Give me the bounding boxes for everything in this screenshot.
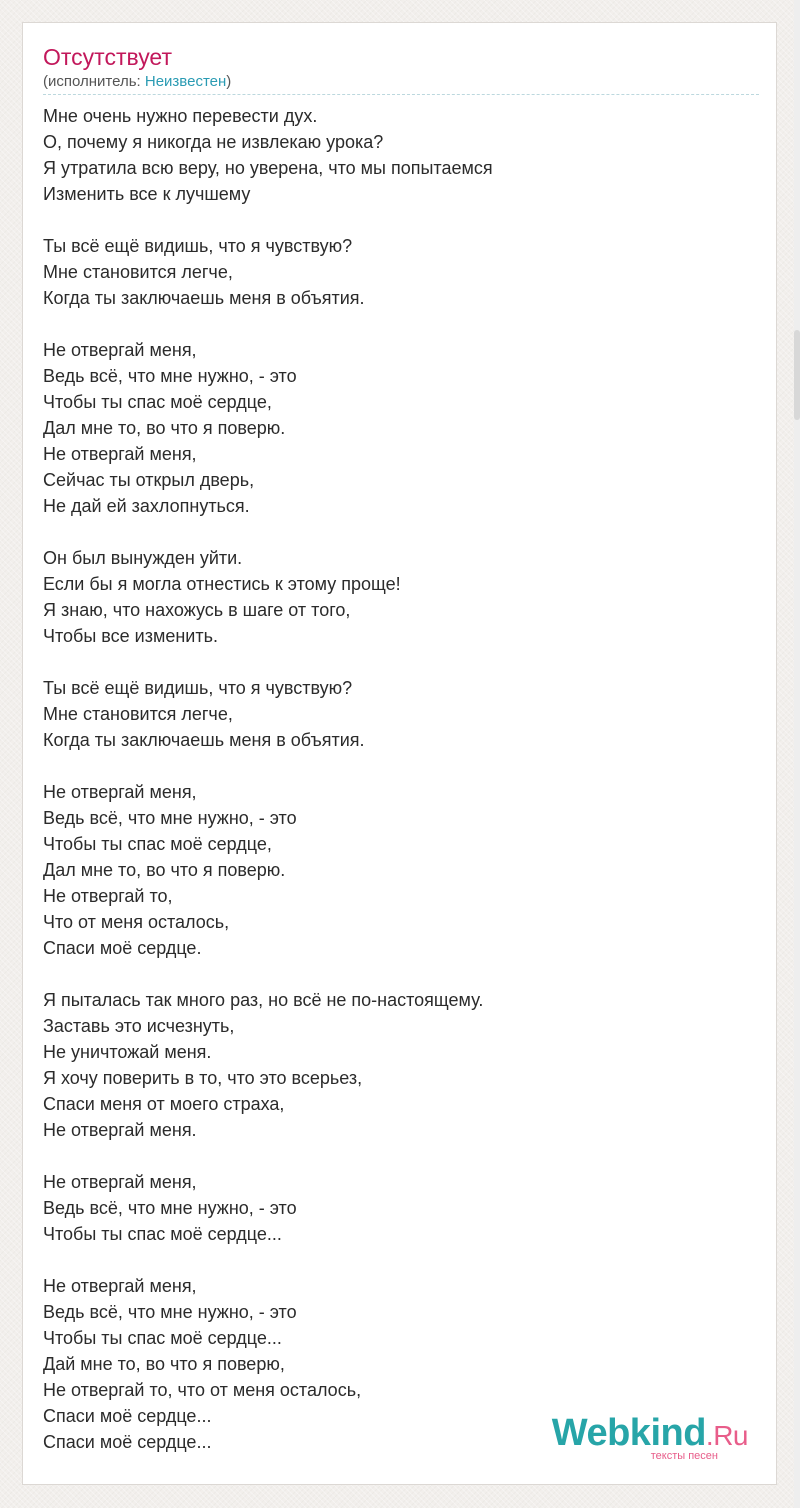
lyric-line: Что от меня осталось, (43, 912, 230, 932)
lyric-line: Я пыталась так много раз, но всё не по-настоящему. (43, 990, 484, 1010)
logo-wordmark (552, 1414, 748, 1455)
lyrics-card (22, 22, 777, 1485)
lyric-line: О, почему я никогда не извлекаю урока? (43, 132, 384, 152)
lyric-line: Не отвергай меня, (43, 1172, 197, 1192)
lyric-line (43, 1247, 759, 1273)
lyric-line: Чтобы ты спас моё сердце, (43, 834, 272, 854)
scrollbar-thumb[interactable] (794, 330, 800, 420)
lyric-line: Дай мне то, во что я поверю, (43, 1354, 285, 1374)
lyric-line: Не уничтожай меня. (43, 1042, 212, 1062)
lyric-line: Спаси меня от моего страха, (43, 1094, 285, 1114)
song-title: Отсутствует (43, 44, 172, 70)
lyric-line: Чтобы ты спас моё сердце... (43, 1224, 282, 1244)
lyric-line: Не дай ей захлопнуться. (43, 496, 250, 516)
lyric-line: Ведь всё, что мне нужно, - это (43, 1302, 297, 1322)
page-scrollbar[interactable] (794, 0, 800, 1508)
lyric-line: Ведь всё, что мне нужно, - это (43, 1198, 297, 1218)
lyric-line (43, 519, 759, 545)
lyric-line (43, 649, 759, 675)
artist-byline (43, 73, 231, 91)
lyric-line: Чтобы все изменить. (43, 626, 218, 646)
lyric-line: Спаси моё сердце... (43, 1432, 212, 1452)
lyrics-text (43, 103, 759, 1455)
header-divider (43, 94, 759, 95)
lyric-line (43, 1143, 759, 1169)
lyric-line: Он был вынужден уйти. (43, 548, 243, 568)
lyric-line: Я хочу поверить в то, что это всерьез, (43, 1068, 363, 1088)
lyric-line: Когда ты заключаешь меня в объятия. (43, 730, 365, 750)
lyric-line: Ведь всё, что мне нужно, - это (43, 808, 297, 828)
lyric-line: Не отвергай то, что от меня осталось, (43, 1380, 362, 1400)
lyric-line: Ты всё ещё видишь, что я чувствую? (43, 678, 353, 698)
lyric-line (43, 961, 759, 987)
lyric-line: Не отвергай меня, (43, 1276, 197, 1296)
byline-suffix: ) (226, 73, 232, 90)
lyric-line: Мне очень нужно перевести дух. (43, 106, 318, 126)
lyric-line: Не отвергай меня. (43, 1120, 197, 1140)
lyric-line: Когда ты заключаешь меня в объятия. (43, 288, 365, 308)
byline-prefix: (исполнитель: (43, 73, 145, 90)
logo-domain: .Ru (705, 1420, 748, 1451)
lyric-line: Не отвергай меня, (43, 782, 197, 802)
lyric-line: Не отвергай меня, (43, 444, 197, 464)
lyric-line: Чтобы ты спас моё сердце, (43, 392, 272, 412)
lyric-line: Я утратила всю веру, но уверена, что мы попытаемся (43, 158, 493, 178)
lyric-line: Дал мне то, во что я поверю. (43, 860, 286, 880)
lyric-line: Заставь это исчезнуть, (43, 1016, 235, 1036)
lyric-line (43, 207, 759, 233)
lyric-line: Не отвергай то, (43, 886, 173, 906)
lyric-line: Ведь всё, что мне нужно, - это (43, 366, 297, 386)
lyric-line: Изменить все к лучшему (43, 184, 251, 204)
lyric-line: Спаси моё сердце. (43, 938, 202, 958)
lyric-line: Спаси моё сердце... (43, 1406, 212, 1426)
lyric-line: Сейчас ты открыл дверь, (43, 470, 255, 490)
lyric-line: Мне становится легче, (43, 262, 233, 282)
artist-link[interactable]: Неизвестен (144, 73, 227, 90)
site-logo[interactable] (552, 1414, 748, 1462)
lyric-line (43, 753, 759, 779)
lyric-line: Чтобы ты спас моё сердце... (43, 1328, 282, 1348)
lyric-line: Дал мне то, во что я поверю. (43, 418, 286, 438)
lyric-line: Не отвергай меня, (43, 340, 197, 360)
lyric-line: Если бы я могла отнестись к этому проще! (43, 574, 401, 594)
logo-brand: Webkind (551, 1412, 706, 1454)
lyric-line: Ты всё ещё видишь, что я чувствую? (43, 236, 353, 256)
logo-tagline: тексты песен (650, 1450, 718, 1462)
lyric-line (43, 311, 759, 337)
lyric-line: Мне становится легче, (43, 704, 233, 724)
lyric-line: Я знаю, что нахожусь в шаге от того, (43, 600, 351, 620)
